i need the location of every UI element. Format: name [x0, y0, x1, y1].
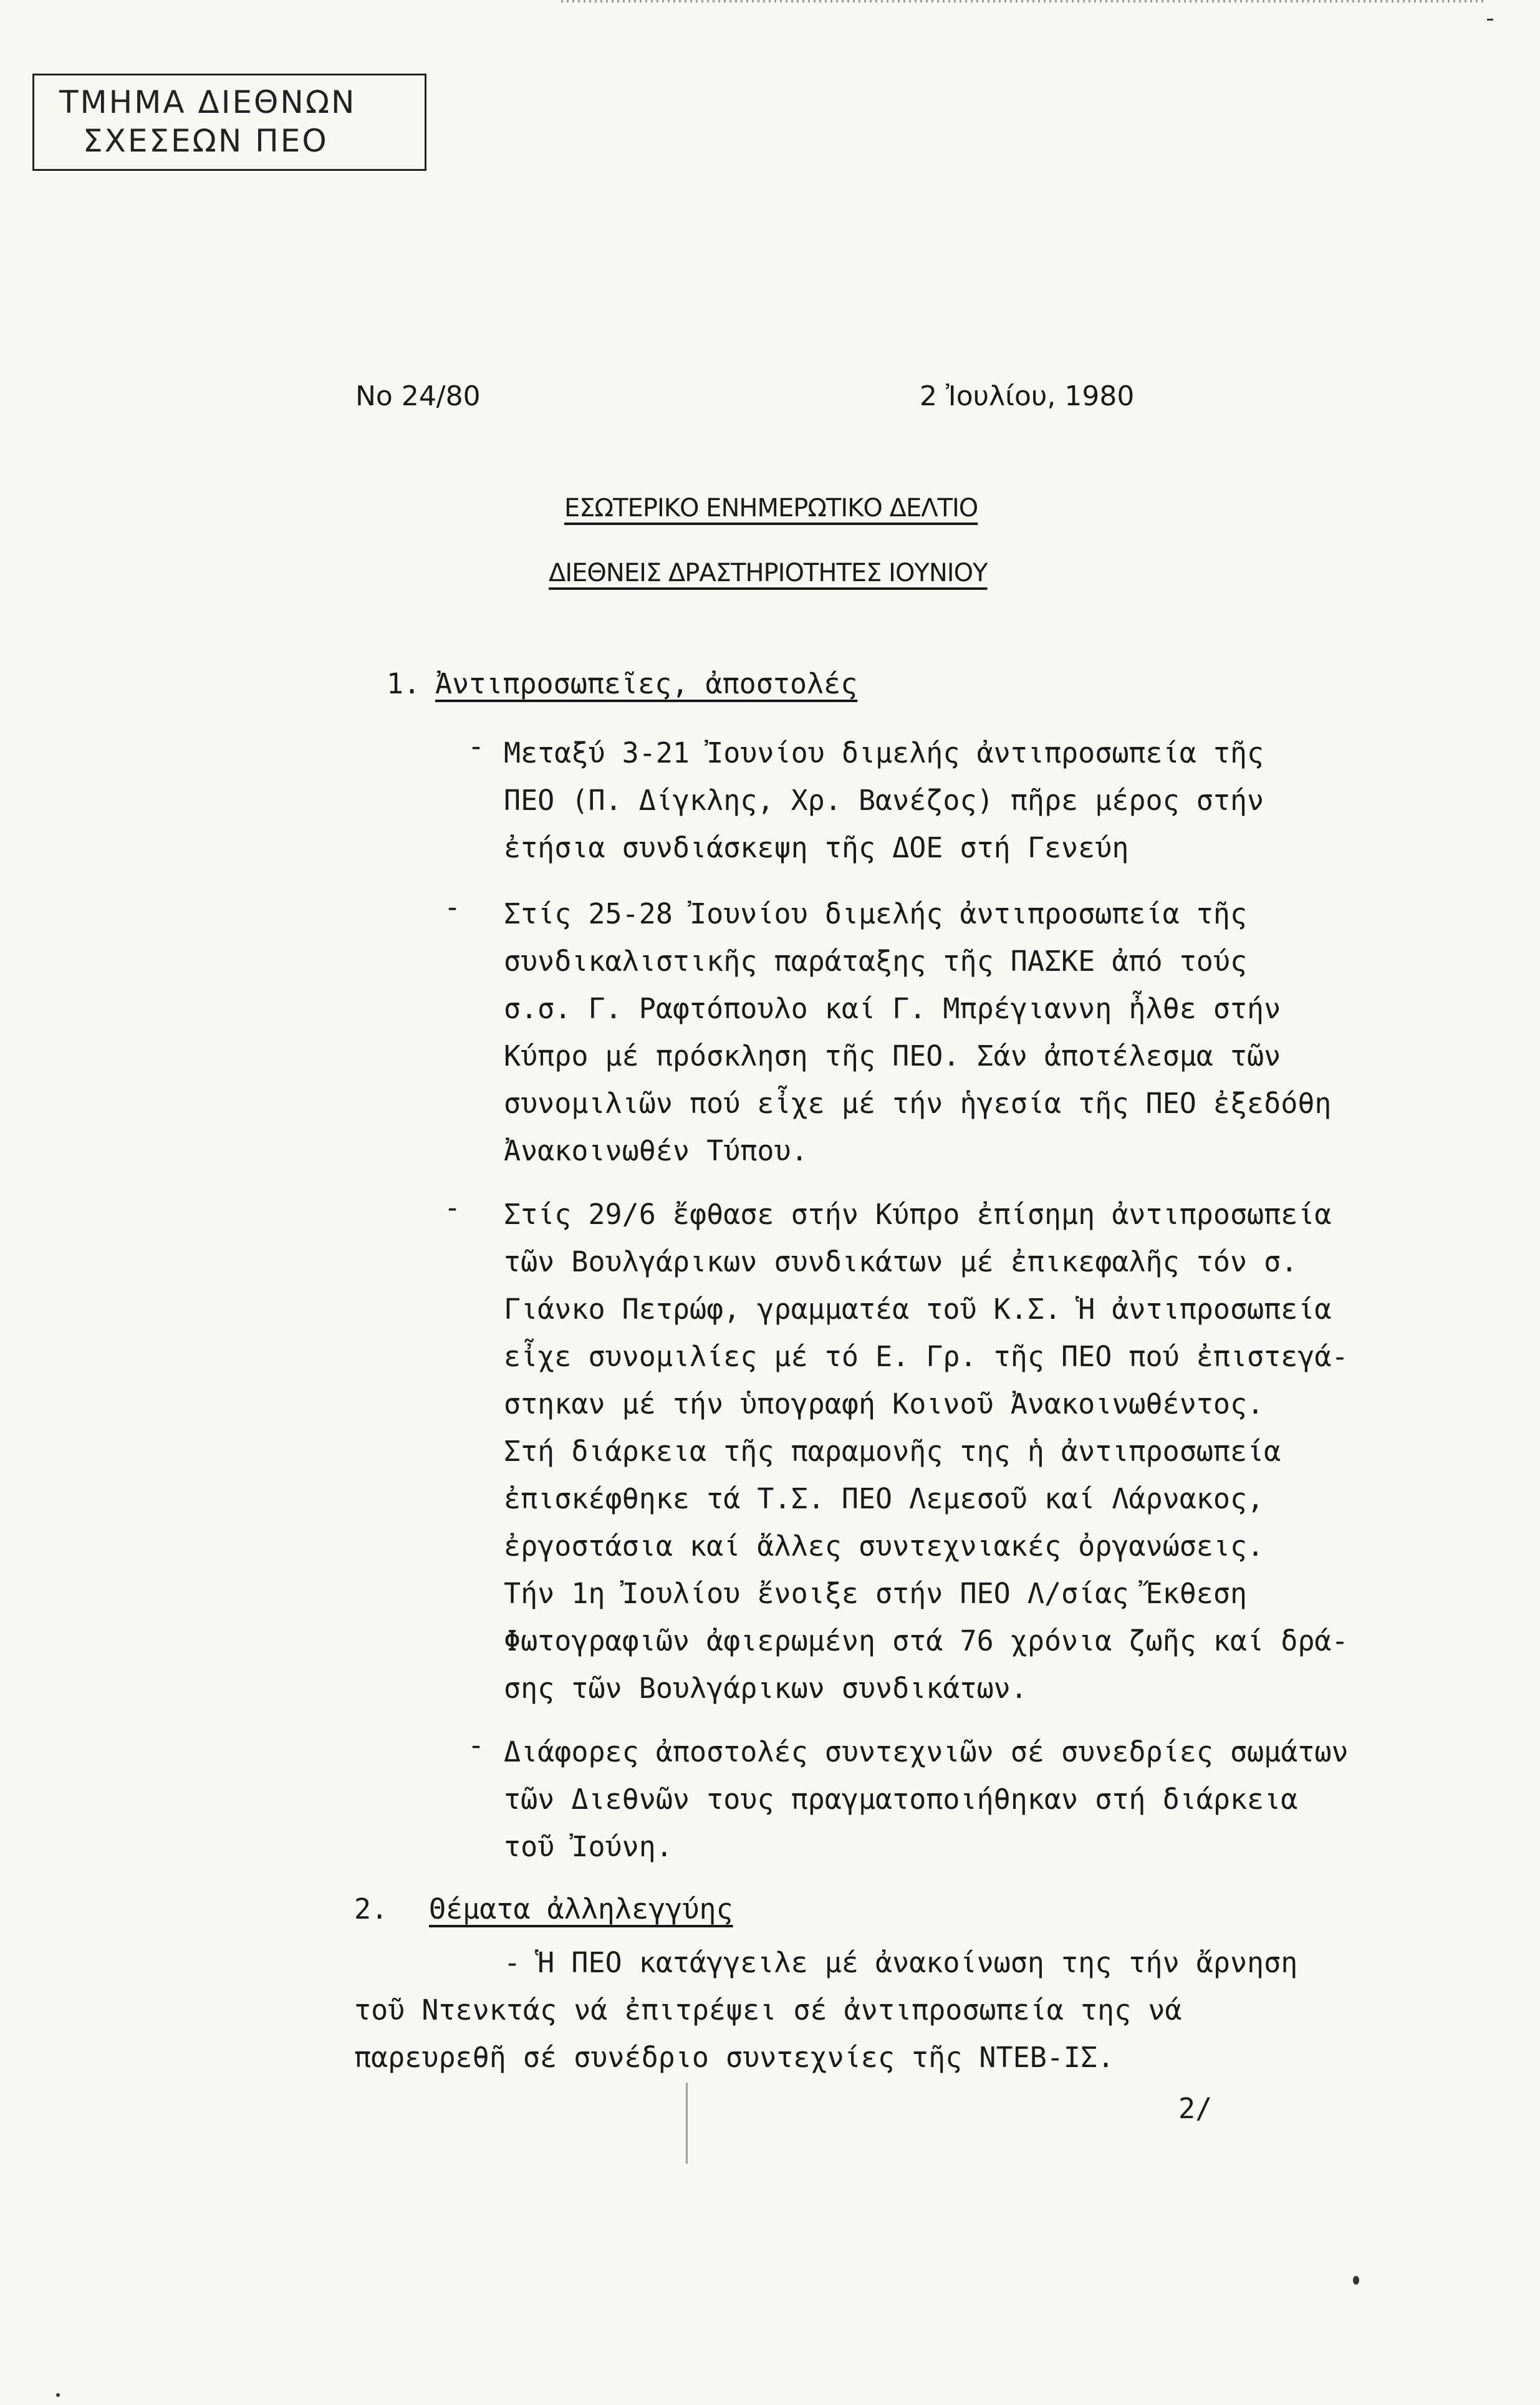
text-line: Διάφορες ἀποστολές συντεχνιῶν σέ συνεδρίες σωμάτων: [504, 1735, 1349, 1768]
item-4-dash: -: [468, 1728, 485, 1762]
item-3-paragraph: [504, 1191, 1349, 1712]
section-2-paragraph: [354, 1939, 1297, 2081]
text-line: Μεταξύ 3-21 Ἰουνίου διμελής ἀντιπροσωπεία τῆς: [504, 736, 1264, 769]
text-line: Γιάνκο Πετρώφ, γραμματέα τοῦ Κ.Σ. Ἡ ἀντιπροσωπεία: [504, 1293, 1332, 1326]
section-2-label: Θέματα ἀλληλεγγύης: [429, 1892, 733, 1925]
scan-edge-line: [561, 0, 1484, 2]
item-3-dash: -: [444, 1191, 461, 1224]
page-number: 2/: [1178, 2092, 1213, 2125]
section-2-heading: [354, 1892, 733, 1925]
document-number: Νο 24/80: [355, 380, 481, 412]
text-line: ΠΕΟ (Π. Δίγκλης, Χρ. Βανέζος) πῆρε μέρος στήν: [504, 784, 1264, 817]
text-line: τοῦ Ἰούνη.: [504, 1830, 673, 1863]
text-line: - Ἡ ΠΕΟ κατάγγειλε μέ ἀνακοίνωση της τήν ἄρνηση: [504, 1946, 1298, 1979]
text-line: σης τῶν Βουλγάρικων συνδικάτων.: [504, 1672, 1027, 1705]
text-line: Κύπρο μέ πρόσκληση τῆς ΠΕΟ. Σάν ἀποτέλεσμα τῶν: [504, 1039, 1281, 1072]
text-line: Στή διάρκεια τῆς παραμονῆς της ἡ ἀντιπροσωπεία: [504, 1435, 1281, 1468]
text-line: συνομιλιῶν πού εἶχε μέ τήν ἡγεσία τῆς ΠΕΟ ἐξεδόθη: [504, 1087, 1332, 1120]
text-line: παρευρεθῆ σέ συνέδριο συντεχνίες τῆς ΝΤΕΒ-ΙΣ.: [354, 2041, 1115, 2074]
item-2-paragraph: [504, 890, 1332, 1175]
stamp-line-2: ΣΧΕΣΕΩΝ ΠΕΟ: [83, 123, 329, 159]
text-line: Φωτογραφιῶν ἀφιερωμένη στά 76 χρόνια ζωῆς καί δρά-: [504, 1624, 1349, 1657]
text-line: ἐπισκέφθηκε τά Τ.Σ. ΠΕΟ Λεμεσοῦ καί Λάρνακος,: [504, 1482, 1264, 1515]
text-line: ἐργοστάσια καί ἄλλες συντεχνιακές ὀργανώσεις.: [504, 1530, 1264, 1563]
text-line: Στίς 29/6 ἔφθασε στήν Κύπρο ἐπίσημη ἀντιπροσωπεία: [504, 1198, 1332, 1231]
text-line: σ.σ. Γ. Ραφτόπουλο καί Γ. Μπρέγιαννη ἦλθε στήν: [504, 992, 1281, 1025]
section-1-heading: [387, 667, 857, 700]
item-4-paragraph: [504, 1728, 1349, 1871]
text-line: Στίς 25-28 Ἰουνίου διμελής ἀντιπροσωπεία τῆς: [504, 897, 1248, 930]
text-line: ἐτήσια συνδιάσκεψη τῆς ΔΟΕ στή Γενεύη: [504, 831, 1129, 864]
scan-speck: [56, 2393, 60, 2397]
document-title: ΕΣΩΤΕΡΙΚΟ ΕΝΗΜΕΡΩΤΙΚΟ ΔΕΛΤΙΟ: [564, 494, 978, 523]
section-1-number: 1.: [387, 667, 421, 700]
text-line: τῶν Βουλγάρικων συνδικάτων μέ ἐπικεφαλῆς τόν σ.: [504, 1245, 1298, 1278]
item-1-paragraph: [504, 730, 1264, 872]
section-2-number: 2.: [354, 1892, 388, 1925]
text-line: Τήν 1η Ἰουλίου ἔνοιξε στήν ΠΕΟ Λ/σίας Ἔκθεση: [504, 1577, 1248, 1610]
scan-speck: [1487, 19, 1493, 21]
item-2-dash: -: [444, 890, 461, 923]
stamp-line-1: ΤΜΗΜΑ ΔΙΕΘΝΩΝ: [59, 84, 357, 120]
text-line: στηκαν μέ τήν ὑπογραφή Κοινοῦ Ἀνακοινωθέντος.: [504, 1387, 1264, 1420]
text-line: τῶν Διεθνῶν τους πραγματοποιήθηκαν στή διάρκεια: [504, 1783, 1298, 1816]
text-line: Ἀνακοινωθέν Τύπου.: [504, 1134, 808, 1167]
section-1-label: Ἀντιπροσωπεῖες, ἀποστολές: [435, 667, 858, 700]
department-stamp: [32, 74, 426, 171]
scan-speck: [1353, 2276, 1359, 2285]
text-line: συνδικαλιστικῆς παράταξης τῆς ΠΑΣΚΕ ἀπό τούς: [504, 945, 1248, 978]
text-line: τοῦ Ντενκτάς νά ἐπιτρέψει σέ ἀντιπροσωπεία της νά: [354, 1993, 1182, 2027]
document-date: 2 Ἰουλίου, 1980: [920, 380, 1135, 412]
scan-speck: [686, 2083, 688, 2164]
document-subtitle: ΔΙΕΘΝΕΙΣ ΔΡΑΣΤΗΡΙΟΤΗΤΕΣ ΙΟΥΝΙΟΥ: [549, 559, 988, 587]
text-line: εἶχε συνομιλίες μέ τό Ε. Γρ. τῆς ΠΕΟ πού ἐπιστεγά-: [504, 1340, 1349, 1373]
item-1-dash: -: [468, 730, 485, 763]
